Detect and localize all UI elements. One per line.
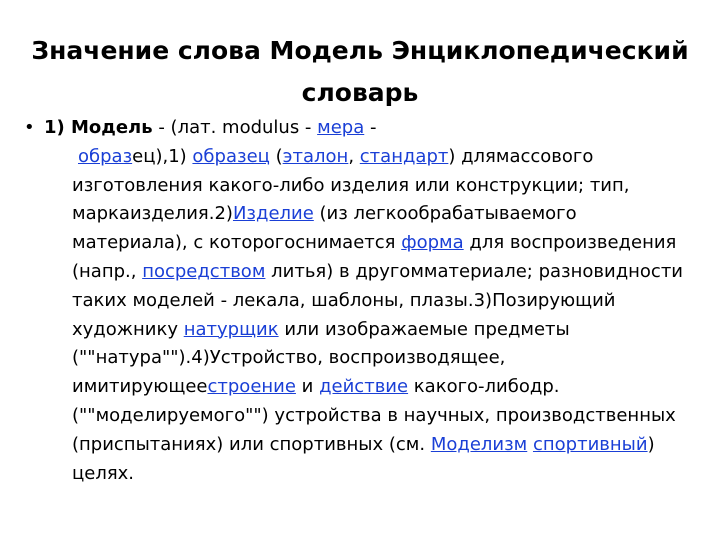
bullet-marker: •	[24, 117, 35, 138]
link-etalon[interactable]: эталон	[282, 145, 349, 167]
link-obraz[interactable]: образ	[78, 145, 133, 167]
text-segment: ) длямассового изготовления какого-либо изделия или конструкции; тип, маркаизделия.2)	[72, 145, 630, 225]
link-mera[interactable]: мера	[317, 117, 365, 138]
link-deystvie[interactable]: действие	[319, 376, 409, 398]
text-segment: ец),1)	[132, 145, 193, 167]
text-segment: какого-либодр. (""моделируемого"") устройства в научных, производственных (приспытаниях) или спортивных (см.	[72, 376, 676, 455]
link-izdelie[interactable]: Изделие	[232, 203, 314, 225]
text-segment: литья) в другомматериале; разновидности таких моделей - лекала, шаблоны, плазы.3)Позирующий художнику	[72, 260, 684, 340]
link-posredstvom[interactable]: посредством	[142, 260, 266, 282]
line-indent	[72, 143, 132, 172]
link-obrazec[interactable]: образец	[192, 145, 270, 167]
link-sportivny[interactable]: спортивный	[532, 433, 648, 455]
text-segment: и	[295, 376, 320, 398]
text-segment: для воспроизведения (напр.,	[72, 232, 677, 282]
definition-body	[24, 114, 684, 488]
definition-paragraph	[44, 114, 684, 488]
link-stroenie[interactable]: строение	[207, 376, 296, 398]
title-line-1: Значение слова Модель Энциклопедический	[31, 36, 689, 65]
term-heading: 1) Модель	[44, 117, 153, 138]
page-title	[30, 30, 690, 114]
text-segment: (из легкообрабатываемого материала), с которогоснимается	[72, 203, 577, 254]
text-segment: или изображаемые предметы (""натура"").4)Устройство, воспроизводящее, имитирующее	[72, 318, 570, 398]
link-modelizm[interactable]: Моделизм	[430, 433, 528, 455]
text-segment: ,	[348, 145, 360, 167]
text-segment: - (лат. modulus -	[152, 117, 318, 138]
link-naturshchik[interactable]: натурщик	[183, 318, 279, 340]
link-standart[interactable]: стандарт	[359, 145, 449, 167]
text-segment: ) целях.	[72, 433, 655, 484]
title-line-2: словарь	[301, 78, 419, 107]
text-segment: -	[364, 117, 377, 138]
text-segment: (	[269, 145, 283, 167]
link-forma[interactable]: форма	[401, 232, 464, 254]
